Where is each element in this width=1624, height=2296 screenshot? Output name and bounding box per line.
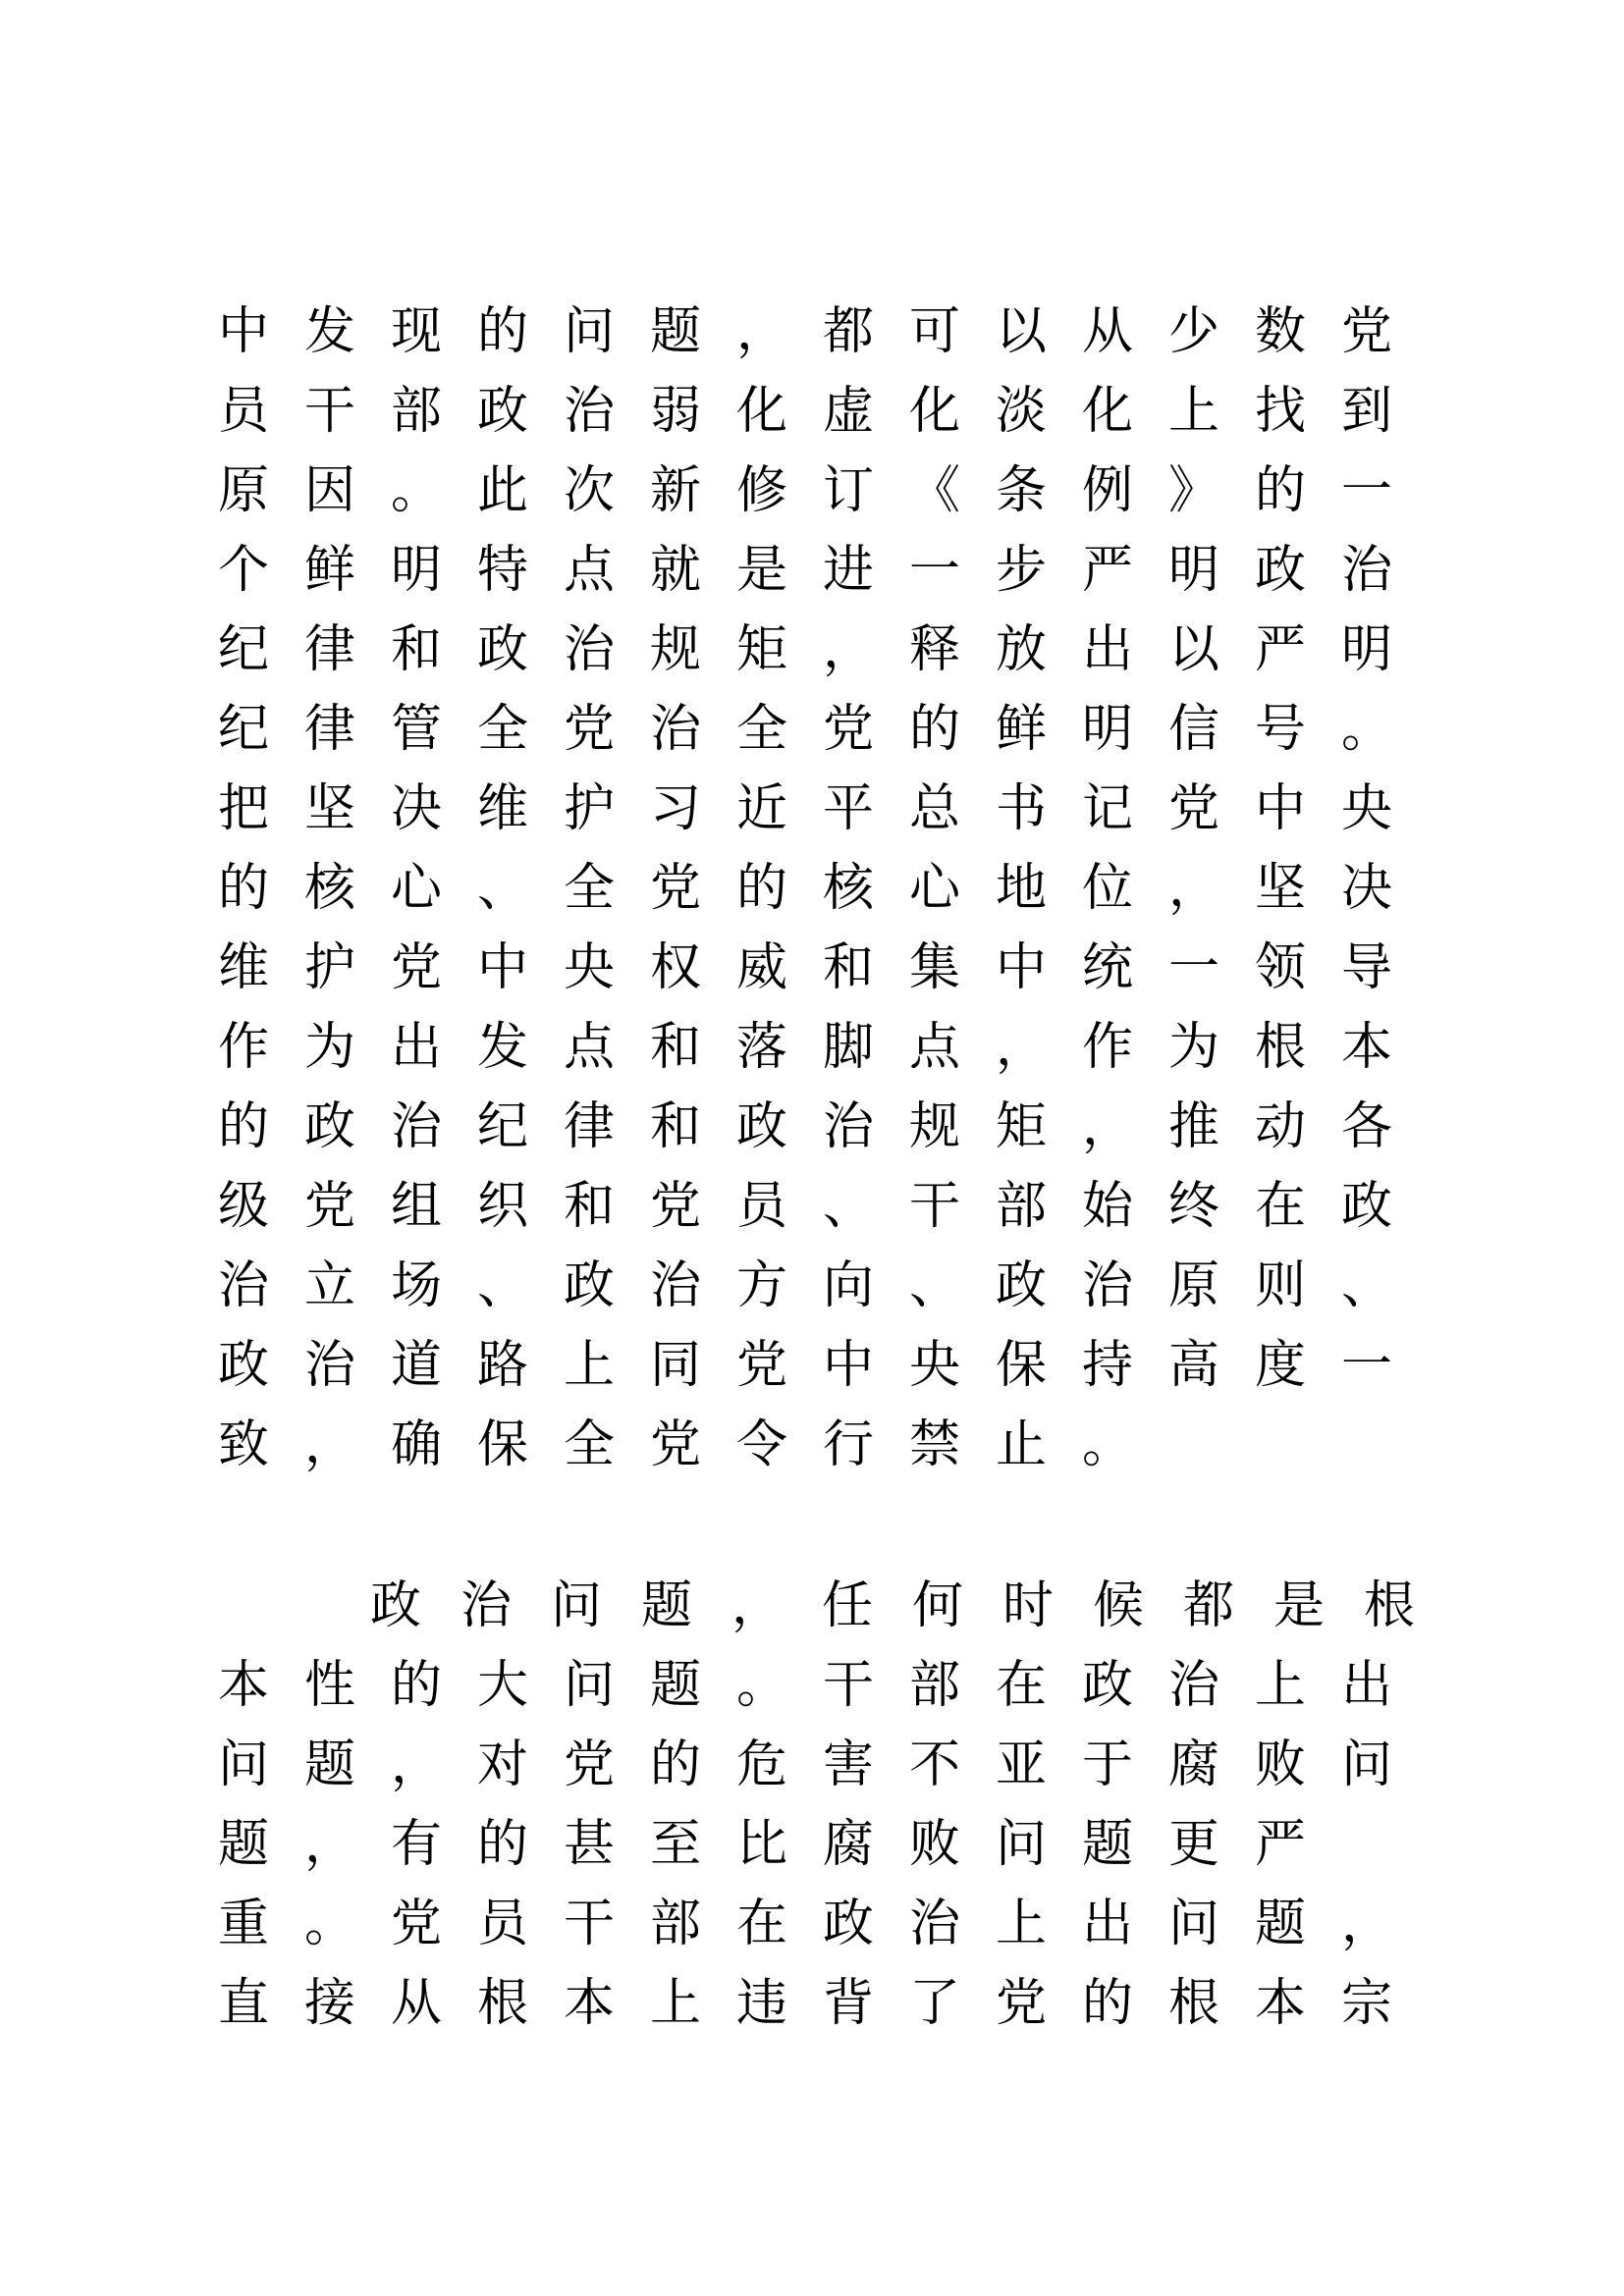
text-line: 致，确保全党令行禁止。 (218, 1415, 1169, 1474)
text-line: 员干部政治弱化虚化淡化上找到 (218, 382, 1429, 441)
text-line: 作为出发点和落脚点，作为根本 (218, 1018, 1429, 1077)
paragraph-2 (218, 1567, 1455, 2044)
text-line: 纪律管全党治全党的鲜明信号。 (218, 700, 1429, 759)
text-line: 本性的大问题。干部在政治上出 (218, 1656, 1429, 1715)
text-line: 题，有的甚至比腐败问题更严 (218, 1815, 1342, 1874)
text-line: 政治道路上同党中央保持高度一 (218, 1336, 1429, 1395)
text-line: 纪律和政治规矩，释放出以严明 (218, 620, 1429, 679)
text-line: 级党组织和党员、干部始终在政 (218, 1177, 1429, 1236)
paragraph-1 (218, 293, 1435, 1485)
text-line: 政治问题，任何时候都是根 (370, 1576, 1455, 1635)
text-line: 重。党员干部在政治上出问题， (218, 1895, 1429, 1953)
text-line: 原因。此次新修订《条例》的一 (218, 461, 1429, 520)
text-line: 中发现的问题，都可以从少数党 (218, 302, 1429, 361)
text-line: 直接从根本上违背了党的根本宗 (218, 1974, 1429, 2033)
text-line: 把坚决维护习近平总书记党中央 (218, 779, 1429, 838)
text-line: 治立场、政治方向、政治原则、 (218, 1256, 1429, 1315)
text-line: 个鲜明特点就是进一步严明政治 (218, 541, 1429, 600)
text-line: 维护党中央权威和集中统一领导 (218, 938, 1429, 997)
text-line: 的核心、全党的核心地位，坚决 (218, 859, 1429, 918)
text-line: 问题，对党的危害不亚于腐败问 (218, 1735, 1429, 1794)
text-line: 的政治纪律和政治规矩，推动各 (218, 1097, 1429, 1156)
